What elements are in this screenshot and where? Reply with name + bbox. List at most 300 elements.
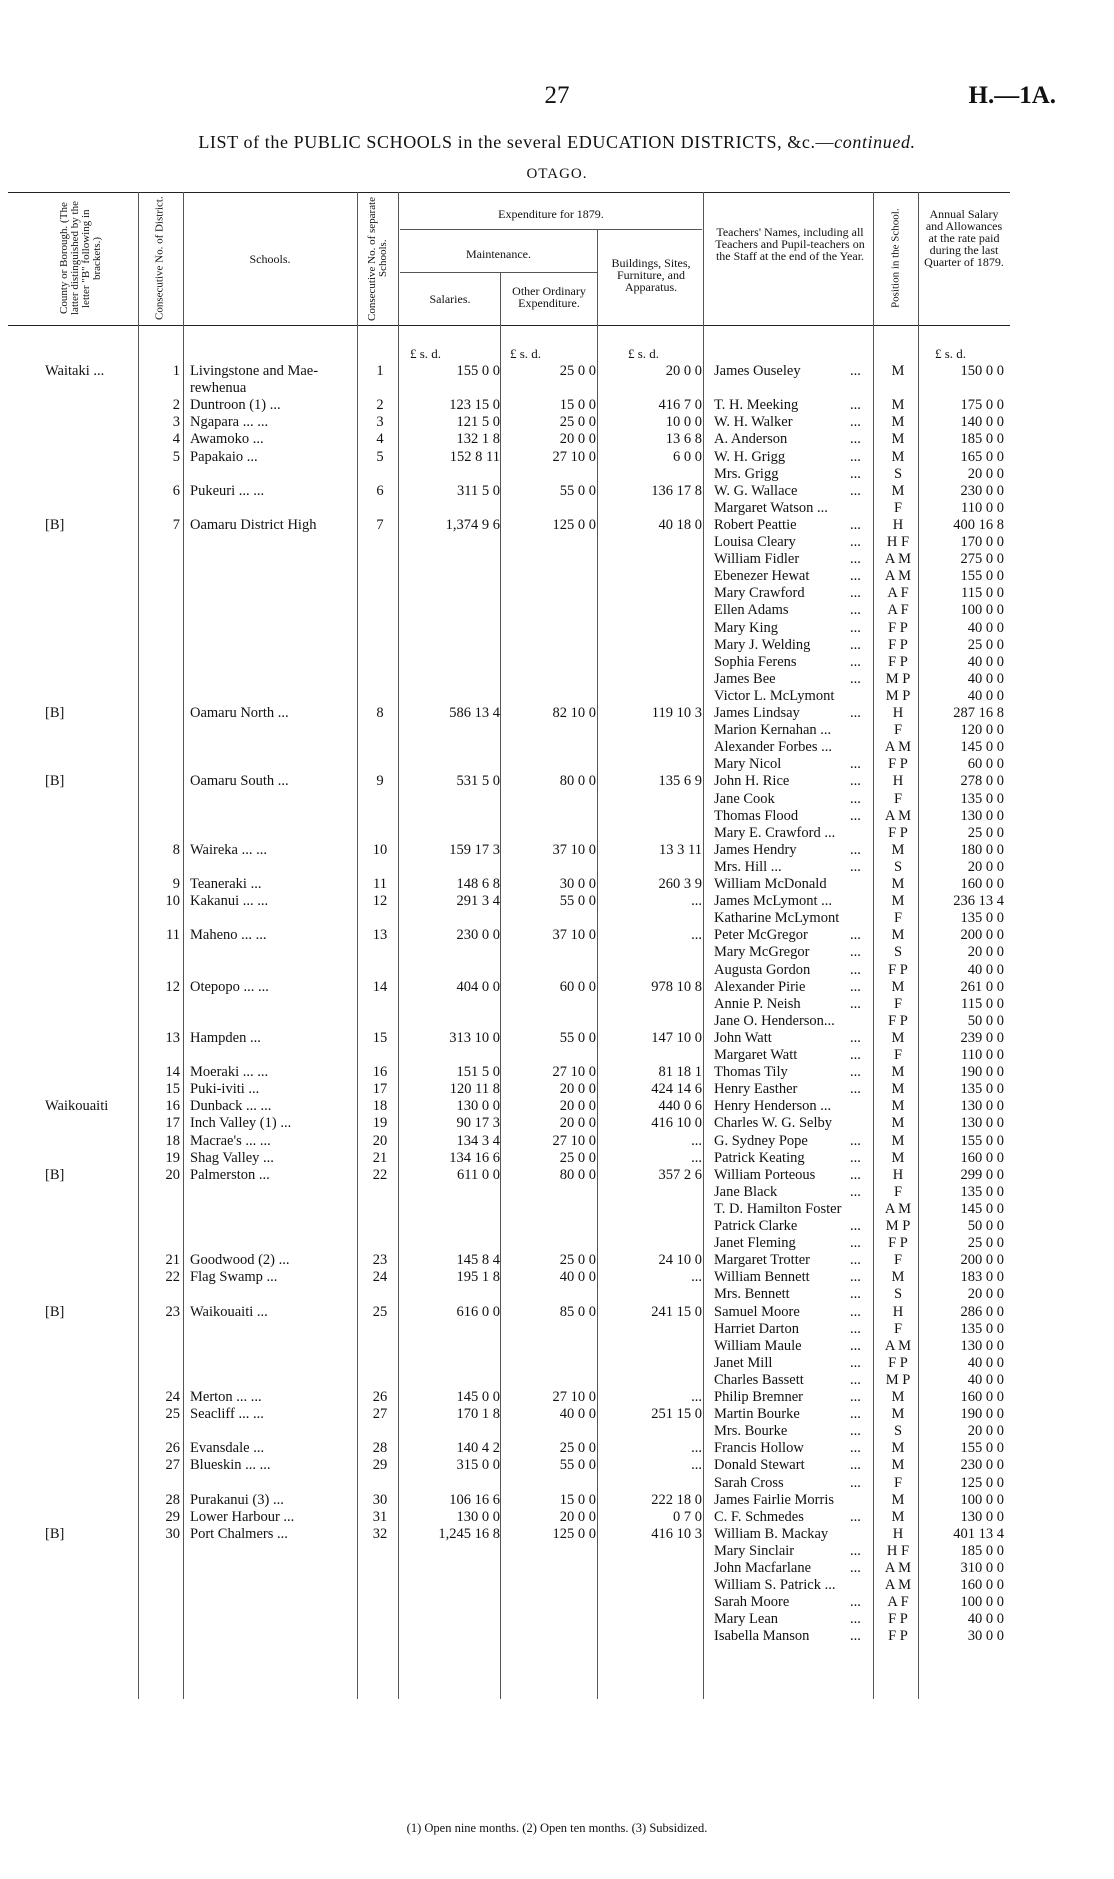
cell-teacher: Thomas Tily <box>714 1064 788 1081</box>
cell-sal: 404 0 0 <box>456 978 500 995</box>
cell-bld: 440 0 6 <box>658 1098 702 1115</box>
cell-oth: 27 10 0 <box>552 1064 596 1081</box>
cell-bld: 147 10 0 <box>651 1029 702 1046</box>
cell-oth: 27 10 0 <box>552 448 596 465</box>
cell-dots: ... <box>850 1132 861 1149</box>
table-row <box>0 517 1114 534</box>
cell-bld: ... <box>691 893 702 910</box>
cell-sep: 3 <box>376 414 384 431</box>
table-row <box>0 722 1114 739</box>
table-row <box>0 1030 1114 1047</box>
cell-dist: 16 <box>165 1098 180 1115</box>
cell-sal: 1,245 16 8 <box>438 1525 500 1542</box>
header-salaries: Salaries. <box>429 292 471 306</box>
cell-dots: ... <box>850 1286 861 1303</box>
cell-sum: 190 0 0 <box>960 1406 1004 1423</box>
table-row <box>0 568 1114 585</box>
cell-dots: ... <box>850 705 861 721</box>
cell-pos: F <box>893 995 903 1012</box>
table-row <box>0 1611 1114 1628</box>
cell-teacher: Mary McGregor <box>714 944 810 961</box>
table-row <box>0 1235 1114 1252</box>
cell-pos: M <box>891 397 905 414</box>
cell-pos: M <box>891 1508 905 1525</box>
cell-dist: 18 <box>165 1132 180 1149</box>
table-row <box>0 1304 1114 1321</box>
cell-dots: ... <box>850 636 861 653</box>
cell-teacher: Augusta Gordon <box>714 961 811 978</box>
cell-dots: ... <box>850 363 861 379</box>
table-row <box>0 705 1114 722</box>
cell-pos: H <box>892 773 904 790</box>
cell-sal: 311 5 0 <box>457 482 500 499</box>
cell-oth: 25 0 0 <box>559 1440 596 1457</box>
cell-pos: A M <box>884 807 912 824</box>
cell-school: Goodwood (2) ... <box>190 1252 290 1269</box>
cell-pos: M <box>891 448 905 465</box>
cell-teacher: Victor L. McLymont <box>714 687 835 704</box>
cell-pos: A M <box>884 1337 912 1354</box>
cell-sum: 261 0 0 <box>960 978 1004 995</box>
cell-sum: 175 0 0 <box>960 397 1004 414</box>
cell-dist: 7 <box>172 516 180 533</box>
cell-dots: ... <box>850 944 861 961</box>
cell-sum: 155 0 0 <box>960 568 1004 585</box>
cell-dots: ... <box>850 1406 861 1423</box>
cell-school: Purakanui (3) ... <box>190 1491 284 1508</box>
cell-dist: 20 <box>165 1166 180 1183</box>
cell-pos: M <box>891 1132 905 1149</box>
table-row <box>0 1064 1114 1081</box>
cell-county: [B] <box>45 1525 65 1542</box>
cell-sum: 40 0 0 <box>967 653 1004 670</box>
cell-oth: 55 0 0 <box>559 893 596 910</box>
cell-dots: ... <box>850 1183 861 1200</box>
table-row <box>0 500 1114 517</box>
cell-sum: 185 0 0 <box>960 431 1004 448</box>
table-row <box>0 1218 1114 1235</box>
cell-dots: ... <box>850 841 861 858</box>
cell-dots: ... <box>850 653 861 670</box>
table-row <box>0 962 1114 979</box>
cell-school: Ngapara ... ... <box>190 414 269 431</box>
table-row <box>0 1047 1114 1064</box>
cell-teacher: James Lindsay <box>714 705 800 721</box>
cell-school: Pukeuri ... ... <box>190 482 265 499</box>
cell-sep: 8 <box>376 705 384 721</box>
cell-sum: 145 0 0 <box>960 739 1004 756</box>
cell-oth: 27 10 0 <box>552 1389 596 1405</box>
header-separate-no: Consecutive No. of separate Schools. <box>366 196 389 321</box>
cell-school: Awamoko ... <box>190 431 264 448</box>
cell-dots: ... <box>850 1337 861 1354</box>
cell-dots: ... <box>850 807 861 824</box>
cell-pos: F P <box>888 961 908 978</box>
cell-oth: 37 10 0 <box>552 927 596 944</box>
table-row <box>0 756 1114 773</box>
cell-teacher: Thomas Flood <box>714 807 799 824</box>
cell-sep: 18 <box>372 1098 388 1115</box>
cell-teacher: Mrs. Hill ... <box>714 858 782 875</box>
footnotes: (1) Open nine months. (2) Open ten months. (3) Subsidized. <box>406 1821 708 1835</box>
cell-sep: 14 <box>372 978 388 995</box>
cell-dist: 30 <box>165 1525 180 1542</box>
cell-school: rewhenua <box>190 380 247 397</box>
cell-teacher: Margaret Trotter <box>714 1252 810 1269</box>
cell-teacher: Margaret Watson ... <box>714 499 828 516</box>
cell-sal: 531 5 0 <box>456 773 500 790</box>
cell-school: Inch Valley (1) ... <box>190 1115 292 1132</box>
cell-teacher: Martin Bourke <box>714 1406 800 1423</box>
cell-sep: 10 <box>372 841 388 858</box>
table-row <box>0 910 1114 927</box>
cell-teacher: James McLymont ... <box>714 893 833 910</box>
cell-pos: H <box>892 1525 904 1542</box>
cell-pos: A M <box>884 568 912 585</box>
cell-pos: M <box>891 1149 905 1166</box>
cell-sum: 170 0 0 <box>960 534 1004 550</box>
cell-dist: 8 <box>172 841 180 858</box>
cell-dots: ... <box>850 1303 861 1320</box>
cell-pos: M <box>891 1389 905 1405</box>
cell-school: Evansdale ... <box>190 1440 265 1457</box>
cell-teacher: Donald Stewart <box>714 1457 805 1474</box>
cell-pos: F <box>893 790 903 807</box>
cell-bld: 13 6 8 <box>665 431 702 448</box>
cell-school: Papakaio ... <box>190 448 258 465</box>
cell-pos: H <box>892 1166 904 1183</box>
cell-sep: 31 <box>372 1508 388 1525</box>
cell-sum: 130 0 0 <box>960 1337 1004 1354</box>
cell-pos: H F <box>886 1542 910 1559</box>
cell-dots: ... <box>850 858 861 875</box>
cell-pos: F P <box>888 756 908 773</box>
cell-oth: 40 0 0 <box>559 1406 596 1423</box>
cell-pos: M <box>891 1457 905 1474</box>
cell-sum: 160 0 0 <box>960 1577 1004 1594</box>
cell-bld: ... <box>691 927 702 944</box>
cell-sep: 22 <box>372 1166 388 1183</box>
cell-sal: 121 5 0 <box>456 414 500 431</box>
cell-pos: M <box>891 431 905 448</box>
cell-sum: 275 0 0 <box>960 551 1004 568</box>
cell-dots: ... <box>850 1560 861 1576</box>
cell-pos: M <box>891 876 905 892</box>
cell-pos: F P <box>888 1354 908 1371</box>
cell-teacher: James Bee <box>714 670 776 687</box>
cell-dist: 12 <box>165 978 180 995</box>
table-row <box>0 363 1114 380</box>
cell-bld: 20 0 0 <box>665 363 702 379</box>
table-row <box>0 1252 1114 1269</box>
cell-dots: ... <box>850 1166 861 1183</box>
table-row <box>0 791 1114 808</box>
cell-sal: 616 0 0 <box>456 1303 500 1320</box>
cell-sal: 170 1 8 <box>456 1406 500 1423</box>
header-annual: Annual Salary and Allowances at the rate paid during the last Quarter of 1879. <box>924 207 1004 269</box>
cell-school: Waireka ... ... <box>190 841 267 858</box>
cell-bld: 81 18 1 <box>658 1064 702 1081</box>
cell-sum: 160 0 0 <box>960 1149 1004 1166</box>
cell-sum: 140 0 0 <box>960 414 1004 431</box>
cell-sep: 16 <box>372 1064 388 1081</box>
table-row <box>0 1184 1114 1201</box>
cell-sal: 159 17 3 <box>449 841 500 858</box>
cell-teacher: William Fidler <box>714 551 800 568</box>
cell-dots: ... <box>850 1423 861 1440</box>
cell-sum: 135 0 0 <box>960 1320 1004 1337</box>
cell-sum: 30 0 0 <box>967 1628 1004 1645</box>
cell-dist: 13 <box>165 1029 180 1046</box>
cell-teacher: Charles W. G. Selby <box>714 1115 833 1132</box>
cell-sum: 20 0 0 <box>967 858 1004 875</box>
cell-teacher: Patrick Clarke <box>714 1218 798 1234</box>
cell-dots: ... <box>850 1542 861 1559</box>
cell-sal: 145 0 0 <box>456 1389 500 1405</box>
cell-teacher: Henry Easther <box>714 1081 798 1098</box>
cell-pos: M P <box>885 1218 911 1234</box>
cell-dots: ... <box>850 1029 861 1046</box>
cell-teacher: Mrs. Bennett <box>714 1286 790 1303</box>
cell-sum: 40 0 0 <box>967 961 1004 978</box>
header-maintenance: Maintenance. <box>466 247 531 261</box>
cell-dots: ... <box>850 534 861 550</box>
cell-school: Blueskin ... ... <box>190 1457 271 1474</box>
table-row <box>0 979 1114 996</box>
table-row <box>0 671 1114 688</box>
cell-teacher: Samuel Moore <box>714 1303 800 1320</box>
cell-teacher: William Porteous <box>714 1166 816 1183</box>
table-row <box>0 842 1114 859</box>
cell-sum: 20 0 0 <box>967 944 1004 961</box>
cell-bld: 10 0 0 <box>665 414 702 431</box>
cell-school: Dunback ... ... <box>190 1098 272 1115</box>
cell-bld: 135 6 9 <box>658 773 702 790</box>
cell-teacher: Alexander Forbes ... <box>714 739 832 756</box>
cell-dots: ... <box>850 961 861 978</box>
cell-teacher: Mary J. Welding <box>714 636 811 653</box>
cell-sep: 13 <box>372 927 388 944</box>
cell-dist: 27 <box>165 1457 180 1474</box>
table-row <box>0 1201 1114 1218</box>
table-row <box>0 414 1114 431</box>
cell-teacher: T. H. Meeking <box>714 397 799 414</box>
cell-bld: 416 10 3 <box>651 1525 702 1542</box>
cell-oth: 60 0 0 <box>559 978 596 995</box>
cell-teacher: Mrs. Grigg <box>714 465 779 482</box>
table-row <box>0 620 1114 637</box>
cell-pos: S <box>893 465 903 482</box>
cell-dots: ... <box>850 1371 861 1388</box>
cell-pos: M <box>891 363 905 379</box>
table-row <box>0 602 1114 619</box>
cell-sum: 120 0 0 <box>960 722 1004 739</box>
cell-teacher: Marion Kernahan ... <box>714 722 832 739</box>
table-row <box>0 893 1114 910</box>
cell-sep: 19 <box>372 1115 388 1132</box>
cell-school: Port Chalmers ... <box>190 1525 288 1542</box>
cell-county: Waikouaiti <box>45 1098 109 1115</box>
cell-pos: H <box>892 516 904 533</box>
cell-sal: 152 8 11 <box>449 448 500 465</box>
cell-dist: 4 <box>172 431 180 448</box>
cell-teacher: Alexander Pirie <box>714 978 806 995</box>
cell-dots: ... <box>850 1508 861 1525</box>
cell-teacher: Charles Bassett <box>714 1371 804 1388</box>
cell-dist: 24 <box>165 1389 180 1405</box>
cell-dist: 21 <box>165 1252 180 1269</box>
cell-sum: 130 0 0 <box>960 1508 1004 1525</box>
cell-oth: 37 10 0 <box>552 841 596 858</box>
cell-dots: ... <box>850 978 861 995</box>
cell-sum: 130 0 0 <box>960 1098 1004 1115</box>
cell-sum: 190 0 0 <box>960 1064 1004 1081</box>
cell-pos: S <box>893 1286 903 1303</box>
cell-oth: 25 0 0 <box>559 1149 596 1166</box>
cell-sep: 30 <box>372 1491 388 1508</box>
cell-oth: 20 0 0 <box>559 1115 596 1132</box>
cell-dots: ... <box>850 465 861 482</box>
cell-sal: 134 3 4 <box>456 1132 500 1149</box>
cell-teacher: C. F. Schmedes <box>714 1508 804 1525</box>
cell-dist: 23 <box>165 1303 180 1320</box>
cell-sal: 315 0 0 <box>456 1457 500 1474</box>
cell-sep: 15 <box>372 1029 388 1046</box>
cell-school: Oamaru North ... <box>190 705 289 721</box>
cell-teacher: Janet Fleming <box>714 1235 796 1252</box>
cell-sep: 7 <box>376 516 384 533</box>
table-row <box>0 654 1114 671</box>
cell-sum: 25 0 0 <box>967 636 1004 653</box>
cell-sum: 183 0 0 <box>960 1269 1004 1286</box>
header-buildings: Buildings, Sites, Furniture, and Apparatus. <box>611 256 691 294</box>
cell-oth: 55 0 0 <box>559 482 596 499</box>
cell-oth: 20 0 0 <box>559 431 596 448</box>
cell-oth: 125 0 0 <box>552 1525 596 1542</box>
cell-bld: ... <box>691 1149 702 1166</box>
cell-dots: ... <box>850 670 861 687</box>
cell-school: Puki-iviti ... <box>190 1081 260 1098</box>
table-row <box>0 1577 1114 1594</box>
cell-oth: 55 0 0 <box>559 1457 596 1474</box>
header-district-no: Consecutive No. of District. <box>153 196 166 321</box>
title-continued: continued. <box>834 132 916 152</box>
table-row <box>0 927 1114 944</box>
cell-oth: 82 10 0 <box>552 705 596 721</box>
cell-teacher: William Bennett <box>714 1269 810 1286</box>
cell-dots: ... <box>850 1474 861 1491</box>
cell-teacher: Jane O. Henderson... <box>714 1012 835 1029</box>
cell-dist: 1 <box>172 363 180 379</box>
cell-dots: ... <box>850 602 861 619</box>
cell-dots: ... <box>850 551 861 568</box>
cell-sep: 28 <box>372 1440 388 1457</box>
cell-teacher: John Watt <box>714 1029 772 1046</box>
table-row <box>0 739 1114 756</box>
table-row <box>0 1423 1114 1440</box>
cell-dots: ... <box>850 1320 861 1337</box>
cell-school: Seacliff ... ... <box>190 1406 264 1423</box>
cell-sal: 291 3 4 <box>456 893 500 910</box>
cell-oth: 125 0 0 <box>552 516 596 533</box>
cell-dist: 15 <box>165 1081 180 1098</box>
cell-sum: 286 0 0 <box>960 1303 1004 1320</box>
cell-county: [B] <box>45 773 65 790</box>
cell-pos: F P <box>888 1235 908 1252</box>
cell-teacher: Henry Henderson ... <box>714 1098 832 1115</box>
cell-sep: 29 <box>372 1457 388 1474</box>
cell-sep: 17 <box>372 1081 388 1098</box>
table-row <box>0 1475 1114 1492</box>
cell-oth: 30 0 0 <box>559 876 596 892</box>
cell-dots: ... <box>850 1149 861 1166</box>
table-row <box>0 1526 1114 1543</box>
table-row <box>0 1560 1114 1577</box>
cell-teacher: Mary Sinclair <box>714 1542 795 1559</box>
cell-sum: 239 0 0 <box>960 1029 1004 1046</box>
cell-pos: A M <box>884 739 912 756</box>
cell-sum: 110 0 0 <box>961 1047 1004 1063</box>
cell-teacher: Sophia Ferens <box>714 653 797 670</box>
cell-teacher: Sarah Cross <box>714 1474 784 1491</box>
cell-sum: 100 0 0 <box>960 602 1004 619</box>
cell-sal: 134 16 6 <box>449 1149 500 1166</box>
table-row <box>0 825 1114 842</box>
cell-sep: 25 <box>372 1303 388 1320</box>
cell-pos: A M <box>884 1200 912 1217</box>
cell-pos: H <box>892 1303 904 1320</box>
table-row <box>0 1013 1114 1030</box>
cell-oth: 20 0 0 <box>559 1081 596 1098</box>
header-position: Position in the School. <box>889 208 902 309</box>
cell-sum: 278 0 0 <box>960 773 1004 790</box>
cell-pos: M P <box>885 670 911 687</box>
cell-dots: ... <box>850 1389 861 1405</box>
cell-bld: 424 14 6 <box>651 1081 702 1098</box>
cell-bld: 357 2 6 <box>658 1166 702 1183</box>
table-row <box>0 431 1114 448</box>
cell-bld: 416 10 0 <box>651 1115 702 1132</box>
cell-sum: 160 0 0 <box>960 876 1004 892</box>
cell-bld: 119 10 3 <box>651 705 702 721</box>
table-row <box>0 1372 1114 1389</box>
cell-pos: A F <box>887 602 909 619</box>
cell-school: Palmerston ... <box>190 1166 270 1183</box>
cell-pos: H F <box>886 534 910 550</box>
cell-teacher: Patrick Keating <box>714 1149 805 1166</box>
cell-bld: 24 10 0 <box>658 1252 702 1269</box>
maintenance-underline <box>400 272 597 273</box>
cell-teacher: Jane Black <box>714 1183 778 1200</box>
cell-school: Flag Swamp ... <box>190 1269 278 1286</box>
cell-sum: 135 0 0 <box>960 1183 1004 1200</box>
cell-county: [B] <box>45 1303 65 1320</box>
cell-pos: M <box>891 414 905 431</box>
cell-teacher: James Ouseley <box>714 363 801 379</box>
cell-sal: 90 17 3 <box>456 1115 500 1132</box>
cell-sum: 25 0 0 <box>967 1235 1004 1252</box>
cell-sep: 11 <box>373 876 387 892</box>
cell-dist: 5 <box>172 448 180 465</box>
cell-bld: 222 18 0 <box>651 1491 702 1508</box>
table-row <box>0 1098 1114 1115</box>
cell-sum: 310 0 0 <box>960 1560 1004 1576</box>
header-other: Other Ordinary Expenditure. <box>512 284 586 310</box>
table-row <box>0 944 1114 961</box>
unit-buildings: £ s. d. <box>628 346 660 361</box>
cell-teacher: Annie P. Neish <box>714 995 801 1012</box>
table-row <box>0 1133 1114 1150</box>
